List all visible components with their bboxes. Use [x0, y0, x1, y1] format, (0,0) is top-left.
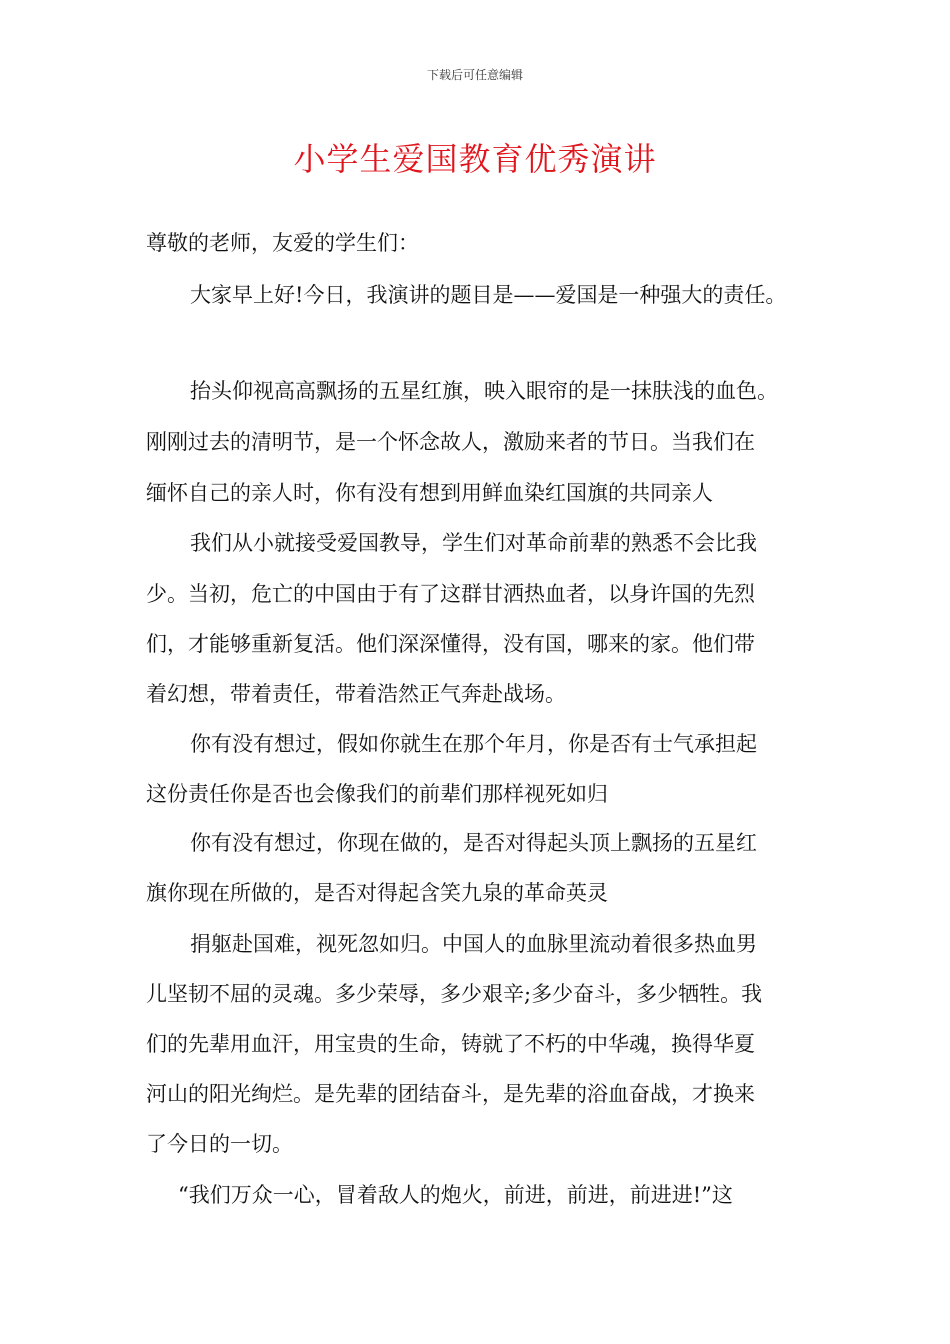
paragraph-line: “我们万众一心，冒着敌人的炮火，前进，前进，前进进!”这: [178, 1183, 733, 1207]
paragraph-line: 缅怀自己的亲人时，你有没有想到用鲜血染红国旗的共同亲人: [146, 481, 713, 505]
salutation: 尊敬的老师，友爱的学生们：: [146, 231, 419, 255]
page-header: 下载后可任意编辑: [426, 68, 523, 82]
paragraph-line: 们的先辈用血汗，用宝贵的生命，铸就了不朽的中华魂，换得华夏: [146, 1032, 755, 1056]
paragraph-line: 旗你现在所做的，是否对得起含笑九泉的革命英灵: [146, 881, 608, 905]
paragraph-line: 我们从小就接受爱国教导，学生们对革命前辈的熟悉不会比我: [190, 531, 757, 555]
paragraph-line: 少。当初，危亡的中国由于有了这群甘洒热血者，以身许国的先烈: [146, 582, 755, 606]
paragraph-line: 抬头仰视高高飘扬的五星红旗，映入眼帘的是一抹肤浅的血色。: [190, 379, 778, 403]
paragraph-line: 河山的阳光绚烂。是先辈的团结奋斗，是先辈的浴血奋战，才换来: [146, 1082, 755, 1106]
paragraph-line: 们，才能够重新复活。他们深深懂得，没有国，哪来的家。他们带: [146, 632, 755, 656]
paragraph-line: 你有没有想过，你现在做的，是否对得起头顶上飘扬的五星红: [190, 831, 757, 855]
paragraph-line: 了今日的一切。: [146, 1132, 293, 1156]
paragraph-line: 大家早上好!今日，我演讲的题目是——爱国是一种强大的责任。: [190, 283, 787, 307]
paragraph-line: 捐躯赴国难，视死忽如归。中国人的血脉里流动着很多热血男: [190, 932, 757, 956]
paragraph-line: 刚刚过去的清明节，是一个怀念故人，激励来者的节日。当我们在: [146, 430, 755, 454]
paragraph-line: 儿坚韧不屈的灵魂。多少荣辱，多少艰辛;多少奋斗，多少牺牲。我: [146, 982, 763, 1006]
paragraph-line: 你有没有想过，假如你就生在那个年月，你是否有士气承担起: [190, 732, 757, 756]
paragraph-line: 这份责任你是否也会像我们的前辈们那样视死如归: [146, 782, 608, 806]
paragraph-line: 着幻想，带着责任，带着浩然正气奔赴战场。: [146, 682, 566, 706]
document-title: 小学生爱国教育优秀演讲: [293, 140, 657, 178]
